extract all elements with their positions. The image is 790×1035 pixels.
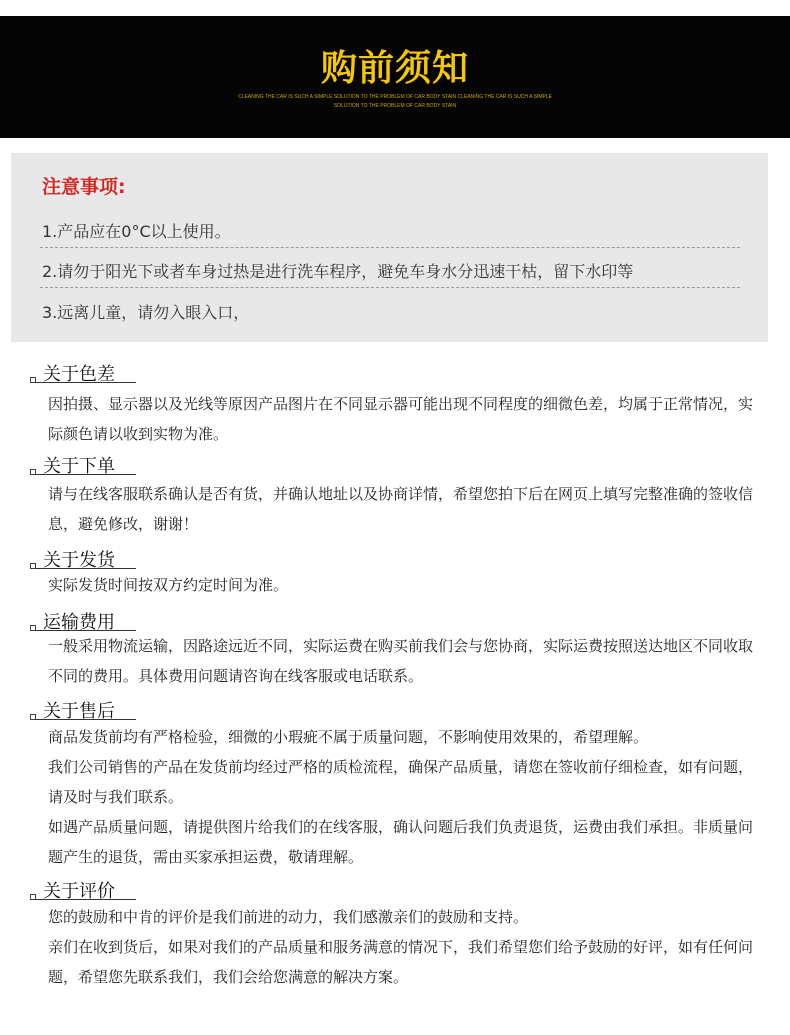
page-subtitle: CLEANING THE CAR IS SUCH A SIMPLE SOLUTION TO THE PROBLEM OF CAR BODY STAIN CLEANING THE CAR IS SUCH A SIMPLE SOLUTION TO THE PROBLEM OF CAR BODY STAIN <box>238 94 552 109</box>
section-paragraph: 亲们在收到货后，如果对我们的产品质量和服务满意的情况下，我们希望您们给予鼓励的好评，如有任何问题，希望您先联系我们，我们会给您满意的解决方案。 <box>48 938 754 986</box>
section-heading-label: 关于色差 <box>43 364 115 385</box>
heading-underline <box>35 899 136 900</box>
section-heading-color-difference <box>30 360 136 386</box>
notice-item: 2.请勿于阳光下或者车身过热是进行洗车程序，避免车身水分迅速干枯，留下水印等 <box>42 262 634 281</box>
heading-underline <box>35 382 136 383</box>
section-paragraph: 商品发货前均有严格检验，细微的小瑕疵不属于质量问题，不影响使用效果的，希望理解。 <box>48 728 649 746</box>
notice-item: 1.产品应在0°C以上使用。 <box>42 222 231 241</box>
section-paragraph: 因拍摄、显示器以及光线等原因产品图片在不同显示器可能出现不同程度的细微色差，均属于正常情况，实际颜色请以收到实物为准。 <box>48 395 754 443</box>
notice-title: 注意事项: <box>42 176 126 198</box>
section-heading-label: 关于发货 <box>43 550 115 571</box>
heading-underline <box>35 568 136 569</box>
section-paragraph: 一般采用物流运输，因路途远近不同，实际运费在购买前我们会与您协商，实际运费按照送达地区不同收取不同的费用。具体费用问题请咨询在线客服或电话联系。 <box>48 637 754 685</box>
section-heading-label: 关于下单 <box>43 456 115 477</box>
page-title: 购前须知 <box>320 48 469 89</box>
notice-box <box>11 153 768 342</box>
section-heading-ordering <box>30 452 136 478</box>
section-heading-label: 运输费用 <box>43 612 115 633</box>
section-heading-label: 关于售后 <box>43 701 115 722</box>
header-banner <box>0 16 790 138</box>
section-paragraph: 实际发货时间按双方约定时间为准。 <box>48 576 289 594</box>
heading-underline <box>35 474 136 475</box>
section-heading-after-sales <box>30 697 136 723</box>
section-paragraph: 我们公司销售的产品在发货前均经过严格的质检流程，确保产品质量，请您在签收前仔细检查，如有问题，请及时与我们联系。 <box>48 758 754 806</box>
section-heading-label: 关于评价 <box>43 881 115 902</box>
section-heading-shipping <box>30 546 136 572</box>
divider <box>40 287 740 288</box>
section-heading-reviews <box>30 877 136 903</box>
section-paragraph: 如遇产品质量问题，请提供图片给我们的在线客服，确认问题后我们负责退货，运费由我们承担。非质量问题产生的退货，需由买家承担运费，敬请理解。 <box>48 818 754 866</box>
section-paragraph: 请与在线客服联系确认是否有货，并确认地址以及协商详情，希望您拍下后在网页上填写完整准确的签收信息，避免修改，谢谢！ <box>48 485 754 533</box>
section-paragraph: 您的鼓励和中肯的评价是我们前进的动力，我们感激亲们的鼓励和支持。 <box>48 908 529 926</box>
notice-item: 3.远离儿童，请勿入眼入口， <box>42 303 250 322</box>
heading-underline <box>35 719 136 720</box>
divider <box>40 247 740 248</box>
